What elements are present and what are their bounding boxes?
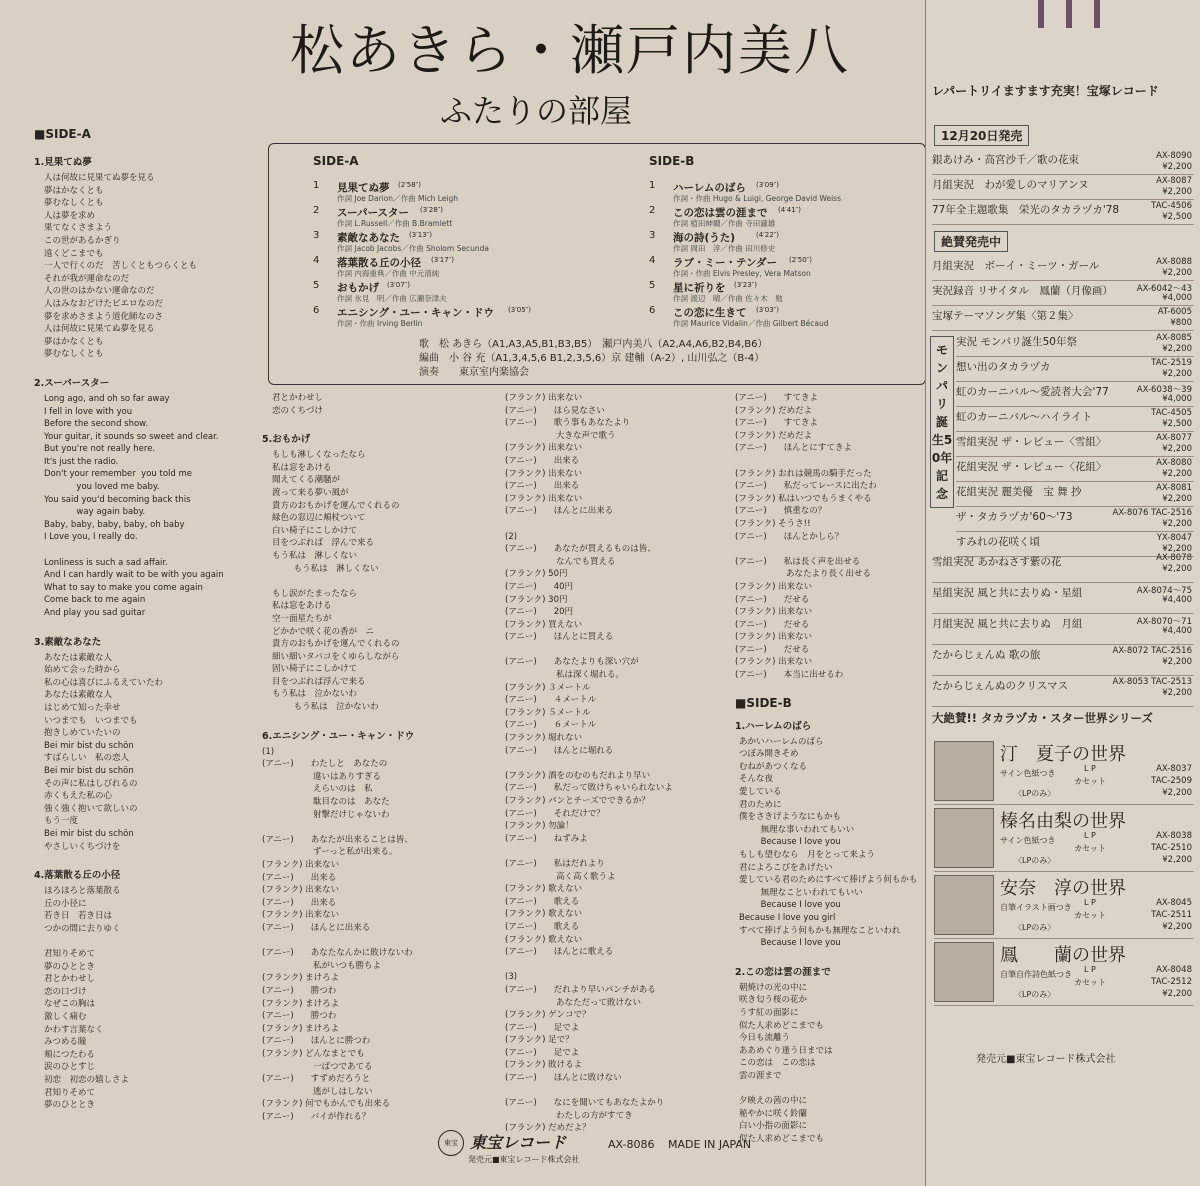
catalog-code: TAC-2519 — [1151, 358, 1192, 368]
price: ¥4,000 — [1162, 293, 1192, 303]
star-item — [934, 939, 1194, 1006]
lyrics-column-2 — [262, 392, 502, 1123]
distributor: 発売元■東宝レコード株式会社 — [468, 1155, 580, 1164]
catalog-code: AX-8045 — [1156, 898, 1192, 908]
catalog-code: YX-8047 — [1156, 533, 1192, 543]
cassette-label: カセット — [1074, 911, 1106, 920]
side-a-tracklist — [313, 180, 633, 330]
star-note: 自筆自作詩色紙つき — [1000, 970, 1072, 979]
ad-item-title: 星組実況 風と共に去りぬ・星組 — [932, 587, 1083, 599]
track-duration: (3′28″) — [420, 206, 444, 214]
star-portrait — [934, 808, 994, 868]
ad-item-title: 雪組実況 ザ・レビュー〈雪組〉 — [956, 436, 1107, 448]
catalog-code: AX-8074〜75 — [1136, 586, 1192, 596]
track-number: 2 — [313, 205, 320, 216]
catalog-list — [932, 256, 1194, 331]
track-row — [313, 230, 633, 255]
track-number: 3 — [313, 230, 320, 241]
series-title: 大絶賛!! タカラヅカ・スター世界シリーズ — [932, 711, 1153, 725]
track-credit: 作詞 氷見 明／作曲 広瀬奈津夫 — [337, 294, 447, 303]
song-lyrics: Long ago, and oh so far away I fell in love with you Before the second show. Your guitar, it sounds so sweet and clear. But you're not really here. It's just the radio. Don't your remember you told me you loved me baby. You said you'd becoming back this way again baby. Baby, baby, baby, baby, oh baby I Love you, I really do. Lonliness is such a sad affair. And I can hardly wait to be with you again What to say to make you come again Come back to me again And play you sad guitar — [44, 393, 224, 618]
cassette-label: カセット — [1074, 978, 1106, 987]
ad-item-title: たからじぇんぬ 歌の旅 — [932, 649, 1041, 661]
track-title: おもかげ — [337, 282, 379, 294]
star-name: 安奈 淳の世界 — [1000, 878, 1126, 899]
song-title: 5.おもかげ — [262, 434, 311, 446]
ad-item — [956, 357, 1194, 382]
track-credit: 作詞 Jacob Jacobs／作曲 Sholom Secunda — [337, 244, 489, 253]
track-title: 素敵なあなた — [337, 232, 400, 244]
track-credit: 作詞 内海重典／作曲 中元清純 — [337, 269, 440, 278]
price: ¥2,200 — [1162, 855, 1192, 865]
lp-label: L P — [1084, 898, 1096, 907]
track-credit: 作詞・作曲 Hugo & Luigi, George David Weiss — [673, 194, 841, 203]
ad-item — [932, 614, 1194, 645]
catalog-list-2 — [932, 552, 1194, 707]
ad-item — [932, 200, 1194, 225]
track-row — [649, 230, 919, 255]
star-portrait — [934, 875, 994, 935]
track-title: ラブ・ミー・テンダー — [673, 257, 778, 269]
cassette-label: カセット — [1074, 844, 1106, 853]
catalog-code: AX-8037 — [1156, 764, 1192, 774]
monparis-label: モンパリ誕生50年記念 — [930, 336, 954, 508]
ad-item — [932, 281, 1194, 306]
track-duration: (3′13″) — [409, 231, 433, 239]
lp-label: L P — [1084, 965, 1096, 974]
catalog-code: AX-8088 — [1156, 257, 1192, 267]
track-row — [313, 180, 633, 205]
track-row — [649, 305, 919, 330]
song-title: 1.見果てぬ夢 — [34, 157, 92, 168]
song-lyrics: (1) (アニー) わたしと あなたの 違いはありすぎる えらいのは 私 駄目なのは あなた 射撃だけじゃないわ (アニー) あなたが出来ることは皆、 ずーっと私が出来る。 (フランク) 出来ない (アニー) 出来る (フランク) 出来ない (アニー) 出来る (フランク) 出来ない (アニー) ほんとに出来る (アニー) あなたなんかに敗けないわ 私がいつも勝ちよ (フランク) まけろよ (アニー) 勝つわ (フランク) まけろよ (アニー) 勝つわ (フランク) まけろよ (アニー) ほんとに勝つわ (フランク) どんなまとでも 一ぱつであてる (アニー) すずめだろうと 逃がしはしない (フランク) 何でもかんでも出来る (アニー) バイが作れる？ — [262, 746, 413, 1122]
track-number: 5 — [649, 280, 656, 291]
track-credit: 作詞 渡辺 晴／作曲 佐々木 勉 — [673, 294, 783, 303]
star-series-list — [934, 738, 1194, 1006]
ad-item-title: たからじぇんぬのクリスマス — [932, 680, 1069, 692]
ad-item — [956, 382, 1194, 407]
box-side-a-label: SIDE-A — [313, 154, 359, 168]
ad-item-title: 想い出のタカラヅカ — [956, 361, 1051, 373]
track-row — [649, 280, 919, 305]
track-title: エニシング・ユー・キャン・ドウ — [337, 307, 495, 319]
catalog-code: TAC-2510 — [1151, 843, 1192, 853]
track-title: 海の詩(うた) — [673, 232, 736, 244]
catalog-code: AX-8076 TAC-2516 — [1112, 508, 1192, 518]
track-duration: (3′05″) — [508, 306, 532, 314]
ad-item-title: 虹のカーニバル〜ハイライト — [956, 411, 1093, 423]
price: ¥2,200 — [1162, 494, 1192, 504]
catalog-code: TAC-2511 — [1151, 910, 1192, 920]
box-side-b-label: SIDE-B — [649, 154, 695, 168]
song-title: 2.スーパースター — [34, 377, 110, 389]
track-credit: 作詞・作曲 Irving Berlin — [337, 319, 423, 328]
side-b-heading: ■SIDE-B — [735, 695, 792, 710]
track-row — [313, 205, 633, 230]
track-row — [313, 305, 633, 330]
track-number: 4 — [649, 255, 656, 266]
song-lyrics: (フランク) 出来ない (アニー) ほら見なさい (アニー) 歌う事もあなたより 大きな声で歌う (フランク) 出来ない (アニー) 出来る (フランク) 出来ない (アニー) 出来る (フランク) 出来ない (アニー) ほんとに出来る (2) (アニー) あなたが買えるものは皆、 なんでも買える (フランク) 50円 (アニー) 40円 (フランク) 30円 (アニー) 20円 (フランク) 買えない (アニー) ほんとに買える (アニー) あなたよりも深い穴が 私は深く堀れる。 (フランク) ３メートル (アニー) ４メートル (フランク) ５メートル (アニー) ６メートル (フランク) 堀れない (アニー) ほんとに堀れる (フランク) 酒をのむのもだれより早い (アニー) 私だって敗けちゃいられないよ (フランク) パンとチーズでできるか？ (アニー) それだけで？ (フランク) 勿論！ (アニー) ねずみよ (アニー) 私はだれより 高く高く歌うよ (フランク) 歌えない (アニー) 歌える (フランク) 歌えない (アニー) 歌える (フランク) 歌えない (アニー) ほんとに歌える (3) (アニー) だれより早いパンチがある あなただって敗けない (フランク) ゲンコで？ (アニー) 足でよ (フランク) 足で？ (アニー) 足でよ (フランク) 敗けるよ (アニー) ほんとに敗けない (アニー) なにを聞いてもあなたよかり わたしの方がすてき (フランク) だめだよ？ — [505, 393, 673, 1134]
ad-item — [956, 407, 1194, 432]
catalog-number: AX-8086 — [608, 1138, 655, 1151]
track-duration: (3′07″) — [387, 281, 411, 289]
track-number: 1 — [313, 180, 320, 191]
star-name: 汀 夏子の世界 — [1000, 744, 1126, 765]
track-duration: (3′17″) — [431, 256, 455, 264]
catalog-code: AX-6038〜39 — [1136, 385, 1192, 395]
track-title: ハーレムのばら — [673, 182, 746, 194]
ad-item-title: 月組実況 風と共に去りぬ 月組 — [932, 618, 1083, 630]
decorative-stripe — [1094, 0, 1100, 28]
track-duration: (3′09″) — [756, 181, 780, 189]
star-portrait — [934, 942, 994, 1002]
track-row — [649, 205, 919, 230]
catalog-code: AX-8080 — [1156, 458, 1192, 468]
lp-label: L P — [1084, 831, 1096, 840]
lp-label: L P — [1084, 764, 1096, 773]
maker-credit: 発売元■東宝レコード株式会社 — [976, 1054, 1116, 1065]
track-duration: (3′03″) — [756, 306, 780, 314]
ad-item — [932, 175, 1194, 200]
catalog-code: AX-8053 TAC-2513 — [1112, 677, 1192, 687]
catalog-code: AT-6005 — [1157, 307, 1192, 317]
song-lyrics: 人は何故に見果てぬ夢を見る 夢はかなくとも 夢むなしくとも 人は夢を求め 果てなくさまよう この世があるかぎり 遠くどこまでも 一人で行くのだ 苦しくともつらくとも それが我が運命なのだ 人の世のはかない運命なのだ 人はみなおどけたピエロなのだ 夢を求めさまよう道化師なのさ 人は何故に見果てぬ夢を見る 夢はかなくとも 夢むなしくとも — [44, 173, 198, 360]
catalog-code: TAC-2509 — [1151, 776, 1192, 786]
ad-item — [932, 552, 1194, 583]
ad-item-title: 虹のカーニバル〜愛読者大会'77 — [956, 386, 1109, 398]
track-row — [313, 280, 633, 305]
ad-item-title: 77年全主題歌集 栄光のタカラヅカ'78 — [932, 204, 1120, 216]
price: ¥2,200 — [1162, 922, 1192, 932]
price: ¥2,200 — [1162, 187, 1192, 197]
ad-item-title: 月組実況 ボーイ・ミーツ・ガール — [932, 260, 1100, 272]
price: ¥2,500 — [1162, 419, 1192, 429]
ad-item-title: 花組実況 ザ・レビュー〈花組〉 — [956, 461, 1107, 473]
star-portrait — [934, 741, 994, 801]
release-date: 12月20日発売 — [934, 125, 1029, 146]
cassette-label: カセット — [1074, 777, 1106, 786]
price: ¥2,200 — [1162, 989, 1192, 999]
price: ¥2,200 — [1162, 344, 1192, 354]
lp-only-note: 〈LPのみ〉 — [1014, 923, 1056, 932]
catalog-code: AX-8038 — [1156, 831, 1192, 841]
monparis-list — [956, 332, 1194, 557]
price: ¥4,000 — [1162, 394, 1192, 404]
catalog-code: AX-8070〜71 — [1136, 617, 1192, 627]
song-lyrics: あかいハーレムのばら つぼみ開きそめ むねがあつくなる そんな夜 愛している 君のために 僕をさきげようなにもかも 無理な事いわれてもいい Because I love you もしも望むなら 月をとって来よう 君によろこびをあげたい 愛している君のためにすべて捧げよう何もかも 無理なこといわれてもいい Because I love you Because I love you girl すべて捧げよう何もかも無理なこといわれ Because I love you — [739, 736, 918, 949]
ad-item-title: 月組実況 わが愛しのマリアンヌ — [932, 179, 1089, 191]
lyrics-column-1 — [34, 127, 264, 1112]
track-number: 6 — [649, 305, 656, 316]
price: ¥4,400 — [1162, 626, 1192, 636]
price: ¥2,200 — [1162, 544, 1192, 554]
song-lyrics: もしも淋しくなったなら 私は窓をあける 聞えてくる潮騒が 渡って来る夢い風が 貴方のおもかげを運んでくれるの 緑色の窓辺に頬杖ついて 白い椅子にこしかけて 目をつぶれば 浮んで来る もう私は 淋しくない もう私は 淋しくない もし涙がたまったなら 私は窓をあける 空一面星たちが どかかで咲く花の香が ニ 貴方のおもかげを運んでくれるの 細い細いタバコをくゆらしながら 固い椅子にこしかけて 目をつぶれば浮んで来る もう私は 泣かないわ もう私は 泣かないわ — [272, 450, 400, 713]
price: ¥2,200 — [1162, 788, 1192, 798]
price: ¥2,200 — [1162, 444, 1192, 454]
lp-only-note: 〈LPのみ〉 — [1014, 789, 1056, 798]
track-row — [649, 180, 919, 205]
song-lyrics: あなたは素敵な人 始めて会った時から 私の心は喜びにふるえていたわ あなたは素敵な人 はじめて知った幸せ いつまでも いつまでも 抱きしめていたいの Bei mir bist du schön すばらしい 私の恋人 Bei mir bist du schön その声に私はしびれるの 赤くもえた私の心 強く強く抱いて欲しいの もう一度 Bei mir bist du schön やさしいくちづけを — [44, 652, 164, 852]
catalog-code: AX-8078 — [1156, 553, 1192, 563]
ad-item-title: 実況 モンパリ誕生50年祭 — [956, 336, 1077, 348]
track-number: 1 — [649, 180, 656, 191]
track-number: 2 — [649, 205, 656, 216]
catalog-code: AX-8048 — [1156, 965, 1192, 975]
song-lyrics: 朝焼けの光の中に 咲き匂う桜の花か うす紅の面影に 似た人求めどこまでも 今日も流離う ああめぐり逢う日までは この恋は この恋は 雲の涯まで 夕映えの茜の中に 秘やかに咲く鈴蘭 白い小指の面影に 似た人求めどこまでも — [739, 982, 833, 1144]
track-duration: (2′58″) — [398, 181, 422, 189]
star-item — [934, 872, 1194, 939]
track-credit: 作詞 Joe Darion／作曲 Mich Leigh — [337, 194, 459, 203]
track-duration: (3′23″) — [734, 281, 758, 289]
catalog-code: AX-8085 — [1156, 333, 1192, 343]
track-credit: 作詞 Maurice Vidalin／作曲 Gilbert Bécaud — [673, 319, 829, 328]
star-name: 榛名由梨の世界 — [1000, 811, 1126, 832]
ad-item-title: 雪組実況 あかねさす紫の花 — [932, 556, 1062, 568]
price: ¥4,400 — [1162, 595, 1192, 605]
toho-logo-icon: 東宝 — [438, 1130, 464, 1156]
track-number: 6 — [313, 305, 320, 316]
ad-item — [932, 676, 1194, 707]
ad-item — [956, 332, 1194, 357]
star-note: サイン色紙つき — [1000, 836, 1056, 845]
album-title: 松あきら・瀬戸内美八 — [290, 19, 850, 82]
ad-item — [932, 306, 1194, 331]
ad-item — [956, 482, 1194, 507]
side-b-tracklist — [649, 180, 919, 330]
track-title: 落葉散る丘の小径 — [337, 257, 421, 269]
song-title: 2.この恋は雲の涯まで — [735, 966, 831, 978]
price: ¥2,200 — [1162, 268, 1192, 278]
arranger-credit: 編曲 小 谷 充（A1,3,4,5,6 B1,2,3,5,6）京 建輔（A-2）, 山川弘之（B-4） — [419, 353, 765, 364]
track-title: 見果てぬ夢 — [337, 182, 390, 194]
lyrics-column-4 — [735, 392, 925, 1145]
lyrics-column-3 — [505, 392, 730, 1135]
track-credit: 作詞 植田紳爾／作曲 寺田瀧雄 — [673, 219, 776, 228]
catalog-code: AX-6042〜43 — [1136, 284, 1192, 294]
price: ¥2,200 — [1162, 469, 1192, 479]
track-row — [649, 255, 919, 280]
price: ¥2,200 — [1162, 162, 1192, 172]
ad-item — [932, 150, 1194, 175]
track-number: 5 — [313, 280, 320, 291]
track-duration: (2′50″) — [789, 256, 813, 264]
track-title: スーパースター — [337, 207, 409, 219]
song-title: 1.ハーレムのばら — [735, 720, 812, 732]
star-item — [934, 805, 1194, 872]
ad-item — [932, 583, 1194, 614]
brand-name: 東宝レコード — [470, 1133, 567, 1152]
ad-item-title: 実況録音 リサイタル 鳳蘭（月像画） — [932, 285, 1113, 297]
track-row — [313, 255, 633, 280]
release-list — [932, 150, 1194, 225]
track-title: この恋は雲の涯まで — [673, 207, 768, 219]
ad-item — [956, 457, 1194, 482]
catalog-code: AX-8072 TAC-2516 — [1112, 646, 1192, 656]
catalog-code: AX-8081 — [1156, 483, 1192, 493]
ad-item-title: 花組実況 麗美優 宝 舞 抄 — [956, 486, 1082, 498]
ad-item — [932, 256, 1194, 281]
side-a-heading: ■SIDE-A — [34, 127, 91, 141]
performer-credit: 演奏 東京室内楽協会 — [419, 367, 529, 378]
star-item — [934, 738, 1194, 805]
track-credit: 作詞 岡田 淳／作曲 田川修史 — [673, 244, 776, 253]
ad-item-title: 銀あけみ・高宮沙千／歌の花束 — [932, 154, 1079, 166]
price: ¥2,200 — [1162, 564, 1192, 574]
price: ¥2,200 — [1162, 657, 1192, 667]
ad-heading: レパートリイますます充実！宝塚レコード — [932, 84, 1159, 98]
decorative-stripe — [1038, 0, 1044, 28]
lp-only-note: 〈LPのみ〉 — [1014, 990, 1056, 999]
song-lyrics: ほろほろと落葉散る 丘の小径に 若き日 若き日は つかの間に去りゆく 君知りそめて 夢のひととき 君とかわせし 恋の口づけ なぜこの胸は 激しく痛む かわす言葉なく みつめる瞳 頬につたわる 涙のひとすじ 初恋 初恋の嬉しさよ 君知りそめて 夢のひととき — [44, 886, 130, 1111]
ad-item-title: ザ・タカラヅカ'60〜'73 — [956, 511, 1073, 523]
price: ¥2,200 — [1162, 519, 1192, 529]
track-credit: 作詞 L.Russell／作曲 B.Bramlett — [337, 219, 453, 228]
song-lyrics: 君とかわせし 恋のくちづけ — [272, 393, 324, 416]
track-title: この恋に生きて — [673, 307, 747, 319]
catalog-code: AX-8090 — [1156, 151, 1192, 161]
catalog-code: AX-8077 — [1156, 433, 1192, 443]
ad-item — [956, 507, 1194, 532]
track-title: 星に祈りを — [673, 282, 726, 294]
price: ¥2,500 — [1162, 212, 1192, 222]
star-name: 鳳 蘭の世界 — [1000, 945, 1126, 966]
made-in-japan: MADE IN JAPAN — [668, 1138, 752, 1151]
singer-credit: 歌 松 あきら（A1,A3,A5,B1,B3,B5） 瀬戸内美八（A2,A4,A6,B2,B4,B6） — [419, 339, 768, 350]
album-subtitle: ふたりの部屋 — [440, 92, 633, 130]
lp-only-note: 〈LPのみ〉 — [1014, 856, 1056, 865]
price: ¥2,200 — [1162, 688, 1192, 698]
ad-item — [932, 645, 1194, 676]
star-note: 自筆イラスト画つき — [1000, 903, 1072, 912]
track-duration: (4′22″) — [756, 231, 780, 239]
ad-item-title: 宝塚テーマソング集〈第２集〉 — [932, 310, 1079, 322]
catalog-code: TAC-4505 — [1151, 408, 1192, 418]
price: ¥800 — [1170, 318, 1192, 328]
track-duration: (4′41″) — [778, 206, 802, 214]
ad-panel — [925, 0, 1200, 1186]
song-title: 4.落葉散る丘の小径 — [34, 870, 121, 882]
on-sale-label: 絶賛発売中 — [934, 231, 1008, 252]
track-number: 4 — [313, 255, 320, 266]
ad-item-title: すみれの花咲く頃 — [956, 536, 1040, 548]
catalog-code: AX-8087 — [1156, 176, 1192, 186]
tracklist-box — [268, 143, 926, 385]
song-title: 6.エニシング・ユー・キャン・ドウ — [262, 730, 415, 742]
catalog-code: TAC-2512 — [1151, 977, 1192, 987]
ad-item — [956, 432, 1194, 457]
track-credit: 作詞・作曲 Elvis Presley, Vera Matson — [673, 269, 811, 278]
price: ¥2,200 — [1162, 369, 1192, 379]
catalog-code: TAC-4506 — [1151, 201, 1192, 211]
track-number: 3 — [649, 230, 656, 241]
song-title: 3.素敵なあなた — [34, 636, 102, 648]
star-note: サイン色紙つき — [1000, 769, 1056, 778]
song-lyrics: (アニー) すてきよ (フランク) だめだよ (アニー) すてきよ (フランク) だめだよ (アニー) ほんとにすてきよ (フランク) おれは競馬の騎手だった (アニー) 私だってレースに出たわ (フランク) 私はいつでもうまくやる (アニー) 慎重なの？ (フランク) そうさ!! (アニー) ほんとかしら？ (アニー) 私は長く声を出せる あなたより長く出せる (フランク) 出来ない (アニー) だせる (フランク) 出来ない (アニー) だせる (フランク) 出来ない (アニー) だせる (フランク) 出来ない (アニー) 本当に出せるわ — [735, 393, 877, 681]
decorative-stripe — [1066, 0, 1072, 28]
